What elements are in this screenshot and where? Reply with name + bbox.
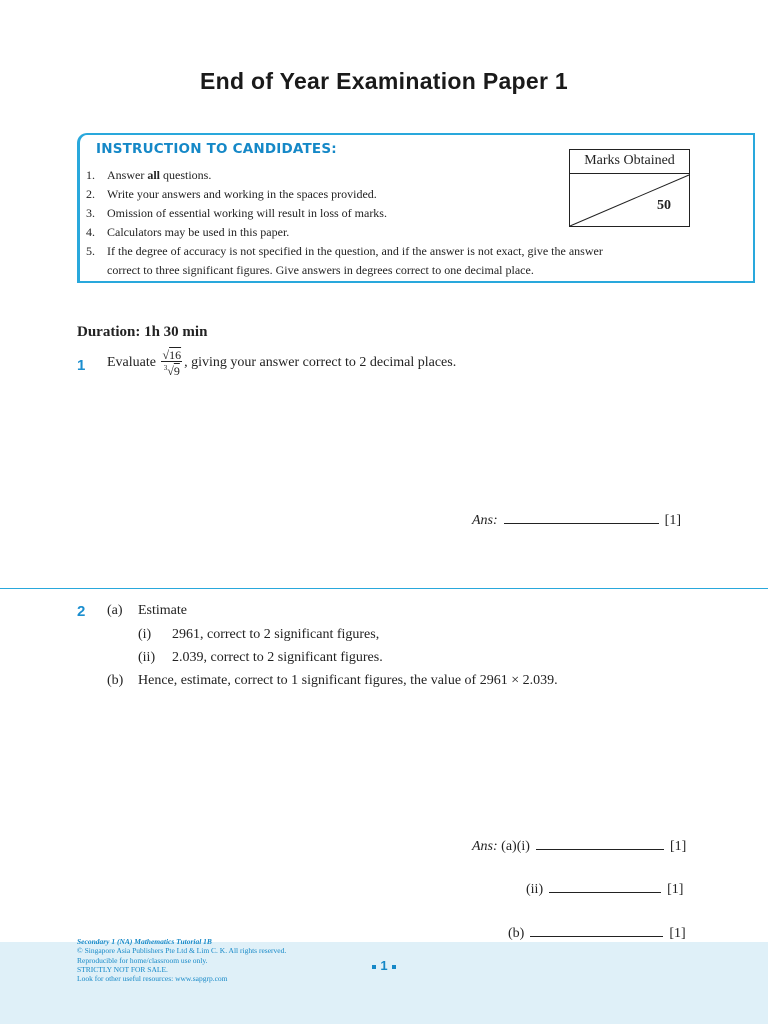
square-bullet-icon bbox=[392, 965, 396, 969]
part-label: (b) bbox=[107, 673, 124, 688]
fraction: $\frac{√16}{^3√9}$ bbox=[162, 348, 182, 378]
instruction-number: 2. bbox=[86, 187, 95, 201]
subpart-label: (ii) bbox=[138, 650, 156, 665]
footer-info bbox=[77, 937, 286, 983]
instruction-text: If the degree of accuracy is not specified in the question, and if the answer is not exact, give the answer correct to three significant figures. Give answers in degrees correct to one decimal place. bbox=[107, 244, 603, 277]
question-number: 1 bbox=[77, 357, 86, 374]
question-divider bbox=[0, 588, 768, 589]
subpart-text: 2961, correct to 2 significant figures, bbox=[172, 627, 380, 642]
part-text: Hence, estimate, correct to 1 significant figures, the value of 2961 × 2.039. bbox=[138, 673, 558, 688]
footer-book-title: Secondary 1 (NA) Mathematics Tutorial 1B bbox=[77, 937, 212, 946]
footer-reproducible: Reproducible for home/classroom use only. bbox=[77, 955, 208, 965]
page-title: End of Year Examination Paper 1 bbox=[199, 68, 569, 94]
instruction-number: 3. bbox=[86, 206, 95, 220]
footer-resources[interactable]: Look for other useful resources: www.sapgrp.com bbox=[77, 974, 228, 984]
subpart-text: 2.039, correct to 2 significant figures. bbox=[172, 650, 383, 665]
square-bullet-icon bbox=[372, 965, 376, 969]
subpart-label: (i) bbox=[138, 627, 152, 642]
instruction-number: 1. bbox=[86, 168, 95, 182]
instruction-number: 5. bbox=[86, 244, 95, 258]
instruction-text: Calculators may be used in this paper. bbox=[107, 225, 290, 239]
instruction-item bbox=[86, 242, 676, 280]
instruction-text: Omission of essential working will result in loss of marks. bbox=[107, 206, 387, 220]
footer-copyright: © Singapore Asia Publishers Pte Ltd & Lim C. K. All rights reserved. bbox=[77, 946, 287, 956]
marks-diagonal-line bbox=[569, 174, 690, 227]
question-number: 2 bbox=[77, 603, 86, 620]
instruction-number: 4. bbox=[86, 225, 95, 239]
instruction-text: Write your answers and working in the spaces provided. bbox=[107, 187, 377, 201]
page-number: 1 bbox=[360, 958, 408, 973]
part-text: Estimate bbox=[138, 603, 187, 618]
answer-line-q1[interactable]: Ans: [1] bbox=[472, 513, 681, 528]
part-label: (a) bbox=[107, 603, 123, 618]
instructions-heading: INSTRUCTION TO CANDIDATES: bbox=[96, 141, 337, 157]
instruction-text: Answer all questions. bbox=[107, 168, 212, 182]
question-1-text: Evaluate $\frac{√16}{^3√9}$ , giving your answer correct to 2 decimal places. bbox=[107, 348, 457, 378]
answer-line-q2aii[interactable]: (ii) [1] bbox=[526, 882, 684, 897]
answer-line-q2b[interactable]: (b) [1] bbox=[508, 926, 686, 941]
marks-obtained-title: Marks Obtained bbox=[569, 149, 690, 174]
answer-line-q2ai[interactable]: Ans: (a)(i) [1] bbox=[472, 839, 687, 854]
marks-total: 50 bbox=[657, 198, 671, 213]
duration: Duration: 1h 30 min bbox=[77, 324, 208, 340]
footer-not-for-sale: STRICTLY NOT FOR SALE. bbox=[77, 964, 168, 974]
